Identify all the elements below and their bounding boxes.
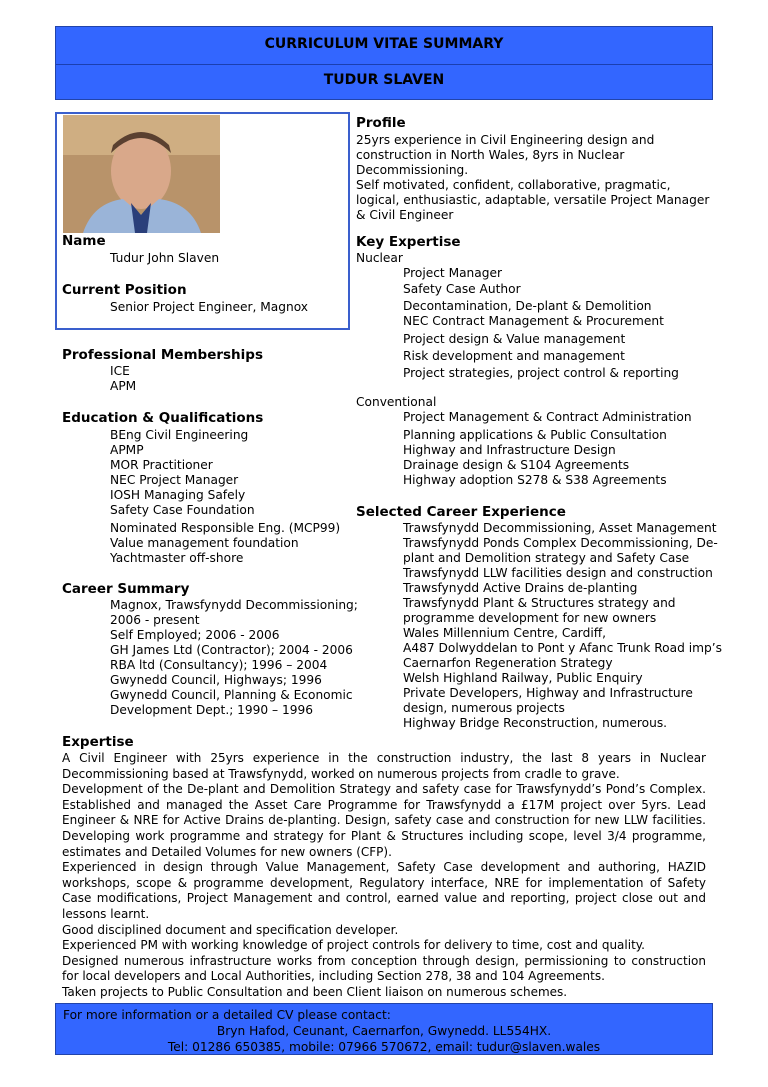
- nuclear-label: Nuclear: [356, 251, 403, 265]
- portrait-photo: [63, 115, 220, 233]
- list-item: Nominated Responsible Eng. (MCP99): [110, 521, 341, 535]
- list-item: Highway adoption S278 & S38 Agreements: [403, 473, 667, 487]
- expertise-paragraph: Development of the De-plant and Demolition Strategy and safety case for Trawsfynydd’s Pond’s Complex. Established and managed the Asset Care Programme for Trawsfynydd a £17M project over 5yrs. Lead Engineer & NRE for Active Drains de-planting. Design, safety case and construction for new LLW facilities. Developing work programme and strategy for Plant & Structures including scope, level 3/4 programme, estimates and Detailed Volumes for new owners (CFP).: [62, 782, 706, 859]
- document-title: CURRICULUM VITAE SUMMARY: [264, 36, 504, 52]
- career-summary-list: [110, 598, 358, 718]
- current-position-heading: Current Position: [62, 282, 187, 298]
- list-item: GH James Ltd (Contractor); 2004 - 2006: [110, 643, 353, 657]
- list-item: Private Developers, Highway and Infrastructure: [403, 686, 693, 700]
- current-position-value: Senior Project Engineer, Magnox: [110, 300, 309, 314]
- list-item: design, numerous projects: [403, 701, 565, 715]
- list-item: Safety Case Author: [403, 282, 521, 296]
- profile-line: construction in North Wales, 8yrs in Nuclear: [356, 148, 625, 162]
- list-item: BEng Civil Engineering: [110, 428, 249, 442]
- profile-heading: Profile: [356, 115, 406, 131]
- contact-details: Tel: 01286 650385, mobile: 07966 570672, email: tudur@slaven.wales: [167, 1040, 601, 1054]
- contact-address: Bryn Hafod, Ceunant, Caernarfon, Gwynedd. LL554HX.: [216, 1024, 552, 1038]
- list-item: Self Employed; 2006 - 2006: [110, 628, 280, 642]
- conventional-label: Conventional: [356, 395, 437, 409]
- education-list: [110, 428, 340, 566]
- expertise-paragraph: Taken projects to Public Consultation and been Client liaison on numerous schemes.: [62, 984, 568, 999]
- profile-line: 25yrs experience in Civil Engineering design and: [356, 133, 655, 147]
- list-item: Trawsfynydd Decommissioning, Asset Management: [403, 521, 717, 535]
- list-item: RBA ltd (Consultancy); 1996 – 2004: [110, 658, 328, 672]
- list-item: APMP: [110, 443, 144, 457]
- list-item: IOSH Managing Safely: [110, 488, 246, 502]
- list-item: Project strategies, project control & reporting: [403, 366, 679, 380]
- conventional-list: [403, 410, 692, 488]
- contact-footer: [55, 1003, 713, 1055]
- list-item: Welsh Highland Railway, Public Enquiry: [403, 671, 643, 685]
- list-item: plant and Demolition strategy and Safety Case: [403, 551, 690, 565]
- list-item: Wales Millennium Centre, Cardiff,: [403, 626, 606, 640]
- profile-text: [356, 133, 709, 223]
- list-item: Value management foundation: [110, 536, 299, 550]
- key-expertise-heading: Key Expertise: [356, 234, 461, 250]
- list-item: Risk development and management: [403, 349, 625, 363]
- list-item: Drainage design & S104 Agreements: [403, 458, 630, 472]
- list-item: APM: [110, 379, 137, 393]
- nuclear-list: [403, 266, 679, 381]
- contact-intro: For more information or a detailed CV please contact:: [63, 1008, 391, 1022]
- list-item: ICE: [110, 364, 130, 378]
- expertise-paragraph: Experienced in design through Value Management, Safety Case development and authoring, HAZID workshops, scope & programme development, Regulatory interface, NRE for implementation of Safety Case modifications, Project Management and control, earned value and reporting, project close out and lessons learnt.: [62, 860, 706, 921]
- cv-header: [55, 26, 713, 100]
- expertise-paragraph: A Civil Engineer with 25yrs experience in the construction industry, the last 8 years in Nuclear Decommissioning based at Trawsfynydd, worked on numerous projects from cradle to grave.: [62, 751, 706, 781]
- list-item: Trawsfynydd LLW facilities design and construction: [403, 566, 713, 580]
- selected-career-list: [403, 521, 722, 731]
- list-item: Decontamination, De-plant & Demolition: [403, 299, 652, 313]
- expertise-heading: Expertise: [62, 734, 134, 750]
- profile-line: Self motivated, confident, collaborative, pragmatic,: [356, 178, 671, 192]
- profile-line: & Civil Engineer: [356, 208, 454, 222]
- list-item: NEC Contract Management & Procurement: [403, 314, 664, 328]
- education-heading: Education & Qualifications: [62, 410, 264, 426]
- list-item: 2006 - present: [110, 613, 200, 627]
- name-heading: Name: [62, 233, 106, 249]
- expertise-paragraph: Experienced PM with working knowledge of project controls for delivery to time, cost and quality.: [62, 938, 645, 953]
- list-item: Trawsfynydd Active Drains de-planting: [403, 581, 638, 595]
- career-summary-heading: Career Summary: [62, 581, 190, 597]
- selected-career-heading: Selected Career Experience: [356, 504, 566, 520]
- name-value: Tudur John Slaven: [110, 251, 220, 265]
- list-item: Magnox, Trawsfynydd Decommissioning;: [110, 598, 358, 612]
- person-name-title: TUDUR SLAVEN: [323, 72, 445, 88]
- list-item: A487 Dolwyddelan to Pont y Afanc Trunk Road imp’s: [403, 641, 722, 655]
- list-item: Trawsfynydd Plant & Structures strategy and: [403, 596, 676, 610]
- profile-line: Decommissioning.: [356, 163, 469, 177]
- list-item: Gwynedd Council, Planning & Economic: [110, 688, 353, 702]
- list-item: Gwynedd Council, Highways; 1996: [110, 673, 322, 687]
- expertise-body: [62, 751, 706, 1001]
- list-item: Yachtmaster off-shore: [110, 551, 244, 565]
- list-item: Development Dept.; 1990 – 1996: [110, 703, 314, 717]
- list-item: Project Manager: [403, 266, 502, 280]
- memberships-heading: Professional Memberships: [62, 347, 263, 363]
- header-divider: [56, 64, 712, 65]
- list-item: Safety Case Foundation: [110, 503, 255, 517]
- list-item: Project design & Value management: [403, 332, 626, 346]
- list-item: Caernarfon Regeneration Strategy: [403, 656, 613, 670]
- list-item: Planning applications & Public Consultation: [403, 428, 667, 442]
- list-item: NEC Project Manager: [110, 473, 239, 487]
- memberships-list: [110, 364, 136, 394]
- list-item: Project Management & Contract Administration: [403, 410, 692, 424]
- list-item: MOR Practitioner: [110, 458, 213, 472]
- list-item: Highway and Infrastructure Design: [403, 443, 616, 457]
- list-item: Highway Bridge Reconstruction, numerous.: [403, 716, 668, 730]
- list-item: programme development for new owners: [403, 611, 657, 625]
- list-item: Trawsfynydd Ponds Complex Decommissioning, De-: [403, 536, 718, 550]
- expertise-paragraph: Designed numerous infrastructure works from conception through design, permissioning to construction for local developers and Local Authorities, including Section 278, 38 and 104 Agreements.: [62, 953, 706, 984]
- profile-line: logical, enthusiastic, adaptable, versatile Project Manager: [356, 193, 710, 207]
- expertise-paragraph: Good disciplined document and specification developer.: [62, 922, 399, 937]
